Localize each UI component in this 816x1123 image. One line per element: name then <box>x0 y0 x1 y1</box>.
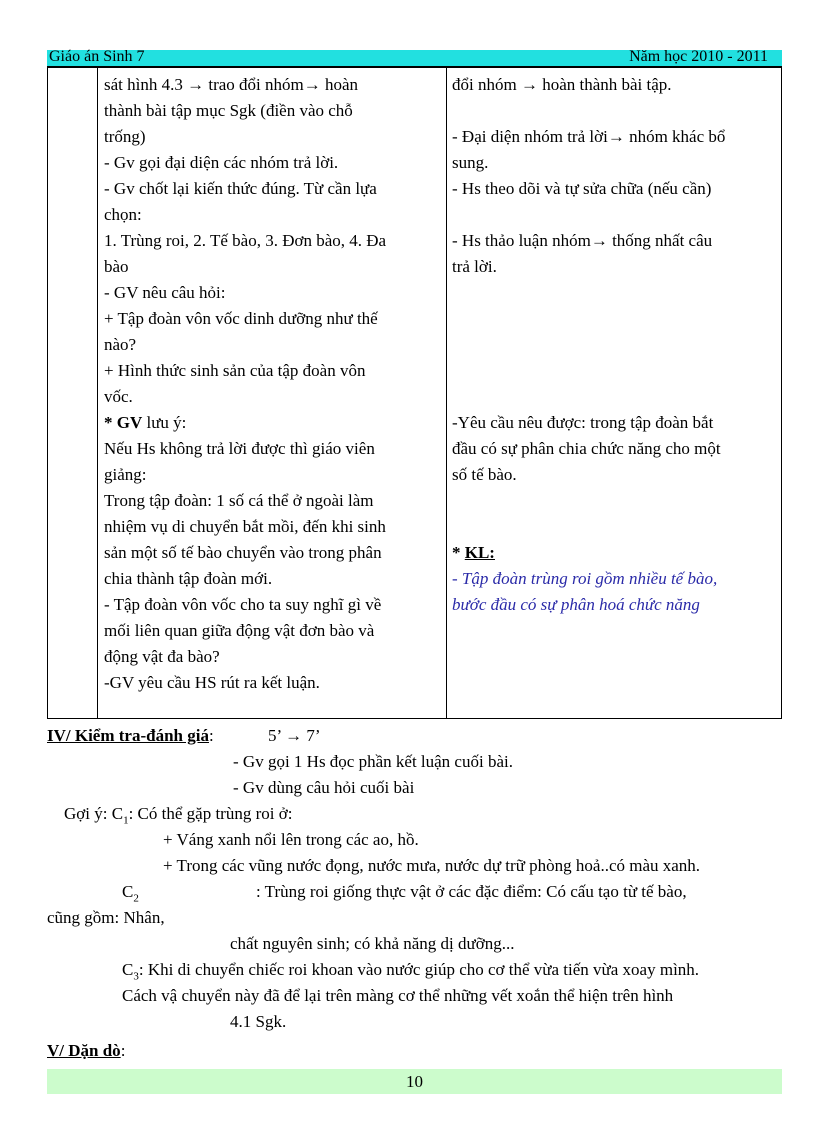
section-4-title: IV/ Kiểm tra-đánh giá <box>47 726 209 745</box>
student-line: -Yêu cầu nêu được: trong tập đoàn bắt <box>452 413 714 432</box>
teacher-line: giảng: <box>104 465 147 484</box>
student-line: sung. <box>452 153 489 172</box>
teacher-line: - Gv chốt lại kiến thức đúng. Từ cần lựa <box>104 179 377 198</box>
hint-c2-cont2: chất nguyên sinh; có khả năng dị dưỡng... <box>230 934 515 953</box>
student-line: số tế bào. <box>452 465 517 484</box>
teacher-line: nào? <box>104 335 137 354</box>
section-4-time: 5’ → 7’ <box>268 726 321 745</box>
hint-c2-letter: C <box>122 882 134 901</box>
student-line: trả lời. <box>452 257 497 276</box>
teacher-line: sát hình 4.3 → trao đổi nhóm→ hoàn <box>104 75 359 94</box>
teacher-line: - GV nêu câu hỏi: <box>104 283 226 302</box>
student-line: - Đại diện nhóm trả lời→ nhóm khác bổ <box>452 127 726 146</box>
hint-c2-sub: 2 <box>133 892 139 905</box>
teacher-line: + Tập đoàn vôn vốc dinh dưỡng như thế <box>104 309 378 328</box>
hint-c2-cont: cũng gồm: Nhân, <box>47 908 165 927</box>
table-column-divider <box>446 68 447 718</box>
hint-intro-rest: : Có thể gặp trùng roi ở: <box>128 804 293 823</box>
header-subject: Giáo án Sinh 7 <box>49 48 145 65</box>
conclusion-line: bước đầu có sự phân hoá chức năng <box>452 595 700 614</box>
page-header <box>47 50 782 67</box>
assessment-item: - Gv gọi 1 Hs đọc phần kết luận cuối bài. <box>233 752 513 771</box>
section-4-colon: : <box>208 726 214 745</box>
gv-note-rest: lưu ý: <box>142 413 187 432</box>
teacher-line: bào <box>104 257 129 276</box>
teacher-line: + Hình thức sinh sản của tập đoàn vôn <box>104 361 366 380</box>
teacher-line: -GV yêu cầu HS rút ra kết luận. <box>104 673 320 692</box>
teacher-line: nhiệm vụ di chuyển bắt mồi, đến khi sinh <box>104 517 386 536</box>
hint-c3-sub: 3 <box>133 970 139 983</box>
conclusion-label: KL: <box>464 543 495 562</box>
teacher-line: thành bài tập mục Sgk (điền vào chỗ <box>104 101 353 120</box>
student-line: đầu có sự phân chia chức năng cho một <box>452 439 721 458</box>
hint-c2-text: : Trùng roi giống thực vật ở các đặc điểm: Có cấu tạo từ tế bào, <box>256 882 687 901</box>
teacher-line: trống) <box>104 127 146 146</box>
student-line: đổi nhóm → hoàn thành bài tập. <box>452 75 672 94</box>
teacher-line: - Gv gọi đại diện các nhóm trả lời. <box>104 153 339 172</box>
teacher-line: chia thành tập đoàn mới. <box>104 569 273 588</box>
teacher-line: Trong tập đoàn: 1 số cá thể ở ngoài làm <box>104 491 374 510</box>
teacher-line: động vật đa bào? <box>104 647 220 666</box>
lesson-table <box>47 67 782 719</box>
gv-note-heading <box>104 410 186 436</box>
conclusion-heading <box>452 540 495 566</box>
page-number: 10 <box>406 1072 423 1091</box>
conclusion-line: - Tập đoàn trùng roi gồm nhiều tế bào, <box>452 569 718 588</box>
section-5-colon: : <box>120 1041 126 1060</box>
hint-c3-text: : Khi di chuyển chiếc roi khoan vào nước giúp cho cơ thể vừa tiến vừa xoay mình. <box>138 960 700 979</box>
hint-intro-sub: 1 <box>123 814 129 827</box>
hint-bullet: + Trong các vũng nước đọng, nước mưa, nước dự trữ phòng hoả..có màu xanh. <box>163 856 701 875</box>
hint-c3-letter: C <box>122 960 134 979</box>
conclusion-star: * <box>452 543 465 562</box>
teacher-line: chọn: <box>104 205 142 224</box>
teacher-line: vốc. <box>104 387 133 406</box>
hint-c3-line3: 4.1 Sgk. <box>230 1012 287 1031</box>
hint-bullet: + Váng xanh nổi lên trong các ao, hồ. <box>163 830 419 849</box>
gv-note-bold: * GV <box>104 413 143 432</box>
section-4-heading <box>47 723 214 749</box>
teacher-line: 1. Trùng roi, 2. Tế bào, 3. Đơn bào, 4. Đa <box>104 231 387 250</box>
header-school-year: Năm học 2010 - 2011 <box>629 48 768 65</box>
section-5-heading <box>47 1038 125 1064</box>
hint-c3-line2: Cách vậ chuyển này đã để lại trên màng cơ thể những vết xoắn thể hiện trên hình <box>122 986 674 1005</box>
assessment-item: - Gv dùng câu hỏi cuối bài <box>233 778 415 797</box>
section-5-title: V/ Dặn dò <box>47 1041 121 1060</box>
page-footer <box>47 1069 782 1094</box>
student-line: - Hs theo dõi và tự sửa chữa (nếu cần) <box>452 179 712 198</box>
student-line: - Hs thảo luận nhóm→ thống nhất câu <box>452 231 713 250</box>
hint-intro-text: Gợi ý: C <box>64 804 124 823</box>
teacher-line: Nếu Hs không trả lời được thì giáo viên <box>104 439 375 458</box>
teacher-line: sản một số tế bào chuyển vào trong phân <box>104 543 382 562</box>
table-column-divider <box>97 68 98 718</box>
teacher-line: - Tập đoàn vôn vốc cho ta suy nghĩ gì về <box>104 595 382 614</box>
teacher-line: mối liên quan giữa động vật đơn bào và <box>104 621 375 640</box>
